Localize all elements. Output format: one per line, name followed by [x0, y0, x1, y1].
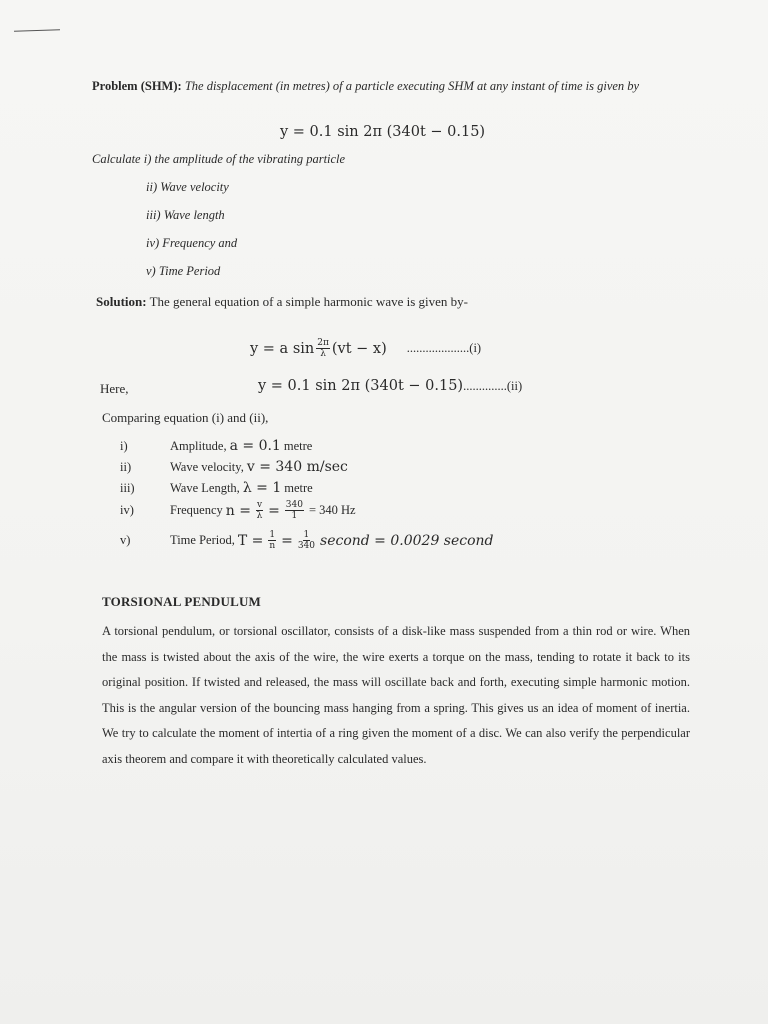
- frac-den: n: [269, 541, 276, 551]
- result-number: ii): [120, 459, 132, 474]
- equals-sign: =: [268, 502, 280, 519]
- period-result: second = 0.0029 second: [320, 532, 494, 549]
- torsional-paragraph: A torsional pendulum, or torsional oscillator, consists of a disk-like mass suspended from a thin rod or wire. When the mass is twisted about the axis of the wire, the wire exerts a torque on the mass, tending to rotate it back to its original position. If twisted and released, the mass will oscillate back and forth, executing simple harmonic motion. This is the angular version of the bouncing mass hanging from a spring. This gives us an idea of moment of inertia. We try to calculate the moment of intertia of a ring given the moment of a disc. We can also verify the perpendicular axis theorem and compare it with theoretically calculated values.: [102, 624, 690, 766]
- eq1-label: ....................(i): [406, 341, 482, 355]
- result-math: λ = 1: [242, 480, 282, 496]
- result-number: i): [120, 438, 128, 453]
- equals-sign: =: [281, 532, 293, 549]
- result-label: Wave velocity,: [170, 459, 244, 474]
- frequency-result: = 340 Hz: [308, 503, 356, 517]
- period-fraction-1: [268, 530, 276, 551]
- frac-num: 1: [269, 530, 276, 540]
- problem-equation: y = 0.1 sin 2π (340t − 0.15): [280, 124, 486, 140]
- result-frequency: [120, 500, 356, 521]
- eq1-left: y = a sin: [250, 340, 315, 357]
- result-label: Amplitude,: [170, 438, 227, 453]
- calc-item-wave-length: iii) Wave length: [146, 208, 225, 222]
- general-equation: [250, 338, 481, 359]
- problem-text: The displacement (in metres) of a particle executing SHM at any instant of time is given by: [184, 79, 640, 93]
- frac-num: 340: [285, 500, 303, 510]
- given-equation: [258, 378, 522, 394]
- result-amplitude: [120, 438, 312, 454]
- result-math: T =: [237, 532, 264, 549]
- period-fraction-2: [298, 530, 315, 551]
- calc-item-wave-velocity: ii) Wave velocity: [146, 180, 229, 194]
- calculate-intro: Calculate i) the amplitude of the vibrating particle: [92, 152, 346, 166]
- eq2-label: ..............(ii): [463, 379, 523, 393]
- result-number: v): [120, 533, 131, 547]
- calc-item-frequency: iv) Frequency and: [146, 236, 238, 250]
- frac-den: λ: [256, 511, 263, 521]
- frac-num: v: [256, 500, 263, 510]
- result-unit: metre: [284, 480, 313, 495]
- problem-statement: [92, 78, 692, 95]
- solution-label: Solution:: [96, 294, 147, 309]
- result-number: iv): [120, 503, 134, 517]
- result-wave-velocity: [120, 459, 351, 475]
- eq1-frac-num: 2π: [317, 338, 329, 348]
- result-unit: metre: [283, 438, 313, 453]
- result-number: iii): [120, 480, 135, 495]
- frequency-fraction-1: [256, 500, 263, 521]
- calc-item-time-period: v) Time Period: [146, 264, 221, 278]
- pen-mark: [14, 29, 60, 32]
- frequency-fraction-2: [285, 500, 304, 521]
- here-label: Here,: [100, 381, 129, 396]
- section-heading: TORSIONAL PENDULUM: [102, 594, 262, 609]
- result-math: n =: [225, 502, 251, 519]
- solution-text: The general equation of a simple harmonic wave is given by-: [149, 294, 468, 309]
- result-label: Wave Length,: [170, 480, 240, 495]
- result-math: v = 340 m/sec: [246, 459, 348, 475]
- frac-num: 1: [303, 530, 310, 540]
- result-time-period: [120, 530, 497, 551]
- frac-den: 1: [291, 511, 298, 521]
- result-math: a = 0.1: [229, 438, 281, 454]
- result-label: Frequency: [170, 503, 223, 517]
- result-label: Time Period,: [170, 533, 235, 547]
- frac-den: 340: [297, 541, 316, 551]
- result-wave-length: [120, 480, 313, 496]
- problem-label: Problem (SHM):: [92, 79, 182, 93]
- eq1-frac-den: λ: [320, 349, 326, 359]
- eq1-fraction: [316, 338, 330, 359]
- solution-intro: [96, 294, 468, 310]
- eq1-right: (vt − x): [331, 340, 387, 357]
- comparing-text: Comparing equation (i) and (ii),: [102, 410, 269, 425]
- eq2-text: y = 0.1 sin 2π (340t − 0.15): [258, 378, 464, 394]
